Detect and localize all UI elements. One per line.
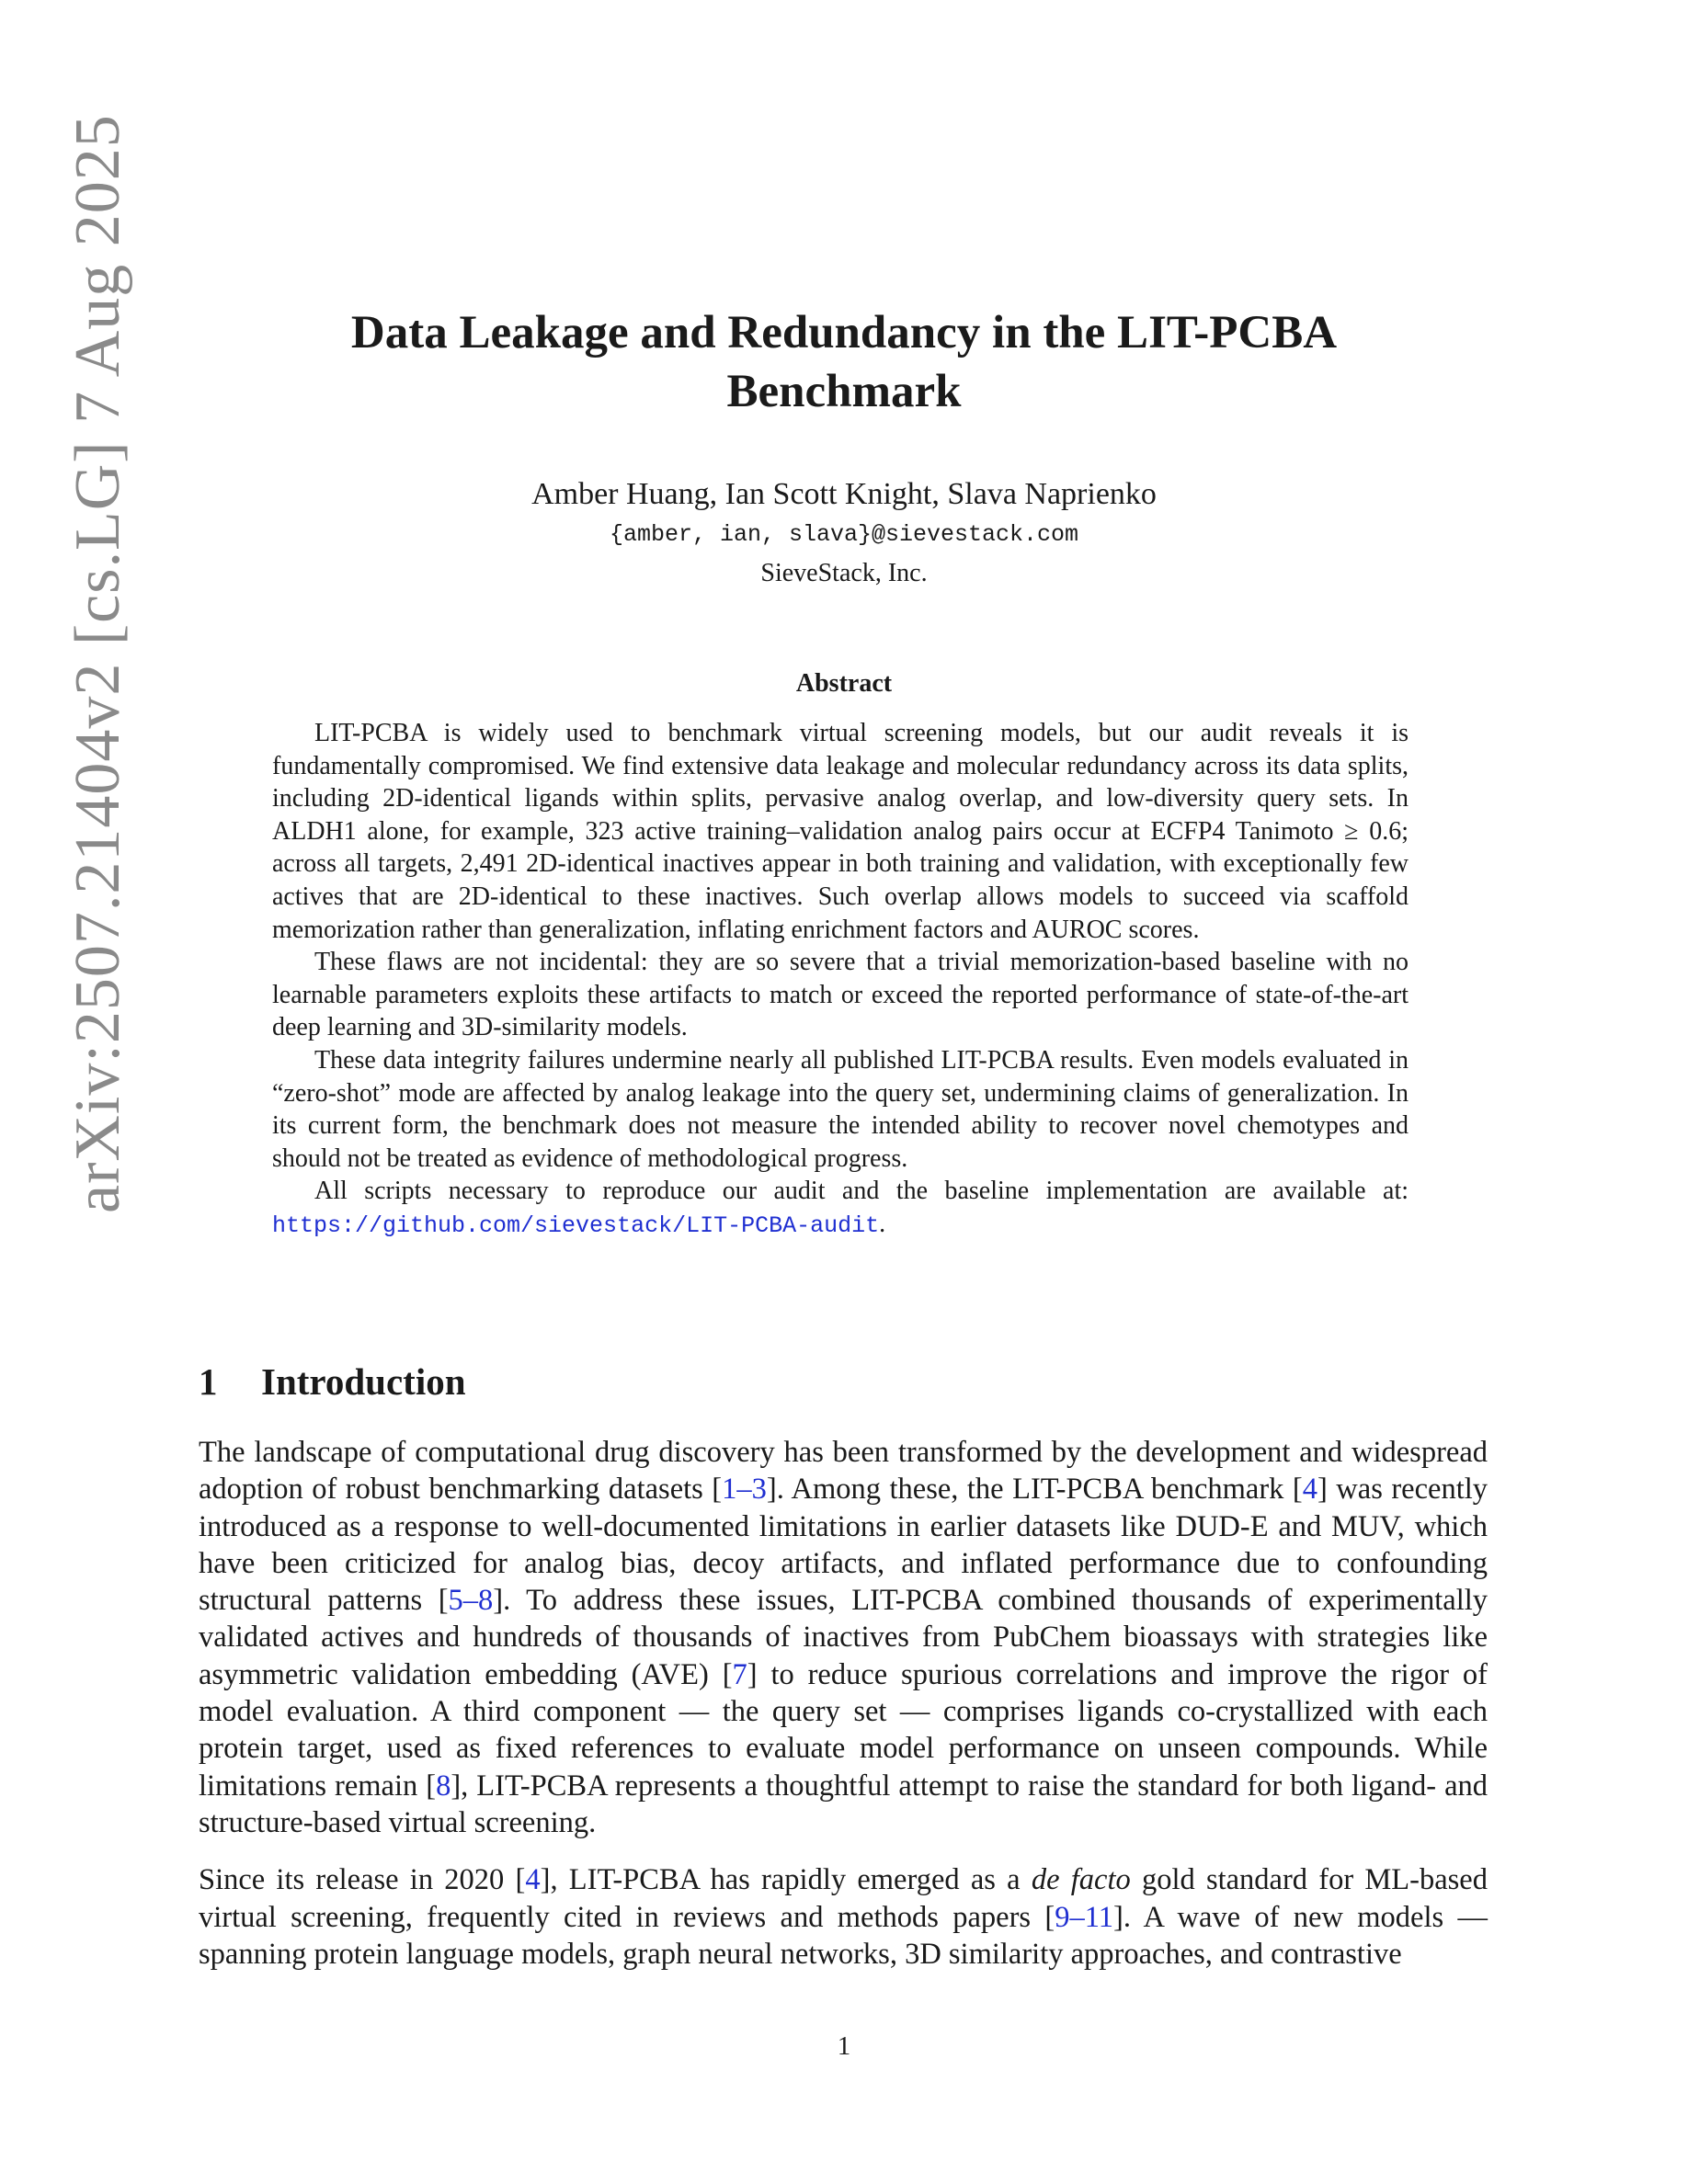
citation-link[interactable]: 1–3 xyxy=(722,1473,767,1507)
introduction-body xyxy=(199,1434,1488,1993)
title-line-2: Benchmark xyxy=(726,366,962,417)
text-run: Since its release in 2020 [ xyxy=(199,1863,526,1897)
author-list: Amber Huang, Ian Scott Knight, Slava Naprienko xyxy=(531,477,1157,511)
citation-link[interactable]: 8 xyxy=(436,1769,451,1803)
text-run: gold standard for ML-based virtual screening, frequently cited in reviews and methods papers [ xyxy=(199,1863,1488,1934)
text-run: ]. Among these, the LIT-PCBA benchmark [ xyxy=(766,1473,1303,1507)
text-run: ] to reduce spurious correlations and improve the rigor of model evaluation. A third component — the query set — comprises ligands co-crystallized with each protein target, used as fixed references to evaluate model performance on unseen compounds. While limitations remain [ xyxy=(199,1657,1488,1803)
section-number: 1 xyxy=(199,1360,218,1403)
abstract-paragraph-2: These flaws are not incidental: they are so severe that a trivial memorization-based baseline with no learnable parameters exploits these artifacts to match or exceed the reported performance of state-of-the-art deep learning and 3D-similarity models. xyxy=(272,948,1409,1042)
citation-link[interactable]: 9–11 xyxy=(1055,1900,1114,1934)
emphasis-de-facto: de facto xyxy=(1031,1863,1131,1897)
text-run: ]. To address these issues, LIT-PCBA combined thousands of experimentally validated actives and hundreds of thousands of inactives from PubChem bioassays with strategies like asymmetric validation embedding (AVE) [ xyxy=(199,1584,1488,1691)
abstract-paragraph-4 xyxy=(272,1175,1409,1242)
github-link[interactable]: https://github.com/sievestack/LIT-PCBA-audit xyxy=(272,1211,880,1239)
arxiv-identifier-stamp: arXiv:2507.21404v2 [cs.LG] 7 Aug 2025 xyxy=(63,114,133,1213)
abstract-paragraph-3: These data integrity failures undermine nearly all published LIT-PCBA results. Even models evaluated in “zero-shot” mode are affected by analog leakage into the query set, undermining claims of generalization. In its current form, the benchmark does not measure the intended ability to recover novel chemotypes and should not be treated as evidence of methodological progress. xyxy=(272,1045,1409,1173)
text-run: ] was recently introduced as a response to well-documented limitations in earlier datasets like DUD-E and MUV, which have been criticized for analog bias, decoy artifacts, and inflated performance due to confounding structural patterns [ xyxy=(199,1473,1488,1618)
citation-link[interactable]: 4 xyxy=(1302,1473,1317,1507)
citation-link[interactable]: 4 xyxy=(525,1863,541,1897)
author-emails: {amber, ian, slava}@sievestack.com xyxy=(609,521,1079,548)
section-heading-introduction xyxy=(199,1359,466,1405)
page-number: 1 xyxy=(837,2031,851,2061)
abstract-heading: Abstract xyxy=(795,669,893,698)
citation-link[interactable]: 7 xyxy=(732,1657,747,1691)
title-line-1: Data Leakage and Redundancy in the LIT-PCBA xyxy=(350,307,1338,358)
intro-paragraph-2 xyxy=(199,1861,1488,1973)
availability-text: All scripts necessary to reproduce our audit and the baseline implementation are available at: xyxy=(314,1177,1409,1206)
text-run: ]. A wave of new models — spanning protein language models, graph neural networks, 3D similarity approaches, and contrastive xyxy=(199,1900,1488,1971)
intro-paragraph-1 xyxy=(199,1434,1488,1841)
abstract-paragraph-1: LIT-PCBA is widely used to benchmark virtual screening models, but our audit reveals it is fundamentally compromised. We find extensive data leakage and molecular redundancy across its data splits, including 2D-identical ligands within splits, pervasive analog overlap, and low-diversity query sets. In ALDH1 alone, for example, 323 active training–validation analog pairs occur at ECFP4 Tanimoto ≥ 0.6; across all targets, 2,491 2D-identical inactives appear in both training and validation, with exceptionally few actives that are 2D-identical to these inactives. Such overlap allows models to succeed via scaffold memorization rather than generalization, inflating enrichment factors and AUROC scores. xyxy=(272,719,1409,944)
citation-link[interactable]: 5–8 xyxy=(448,1584,494,1618)
text-run: The landscape of computational drug discovery has been transformed by the development and widespread adoption of robust benchmarking datasets [ xyxy=(199,1436,1488,1507)
text-run: ], LIT-PCBA represents a thoughtful attempt to raise the standard for both ligand- and structure-based virtual screening. xyxy=(199,1769,1488,1839)
section-title: Introduction xyxy=(261,1360,466,1403)
paper-title xyxy=(165,303,1523,421)
text-run: ], LIT-PCBA has rapidly emerged as a xyxy=(540,1863,1032,1897)
abstract-body xyxy=(272,717,1409,1243)
availability-period: . xyxy=(879,1209,886,1238)
affiliation: SieveStack, Inc. xyxy=(760,559,928,587)
